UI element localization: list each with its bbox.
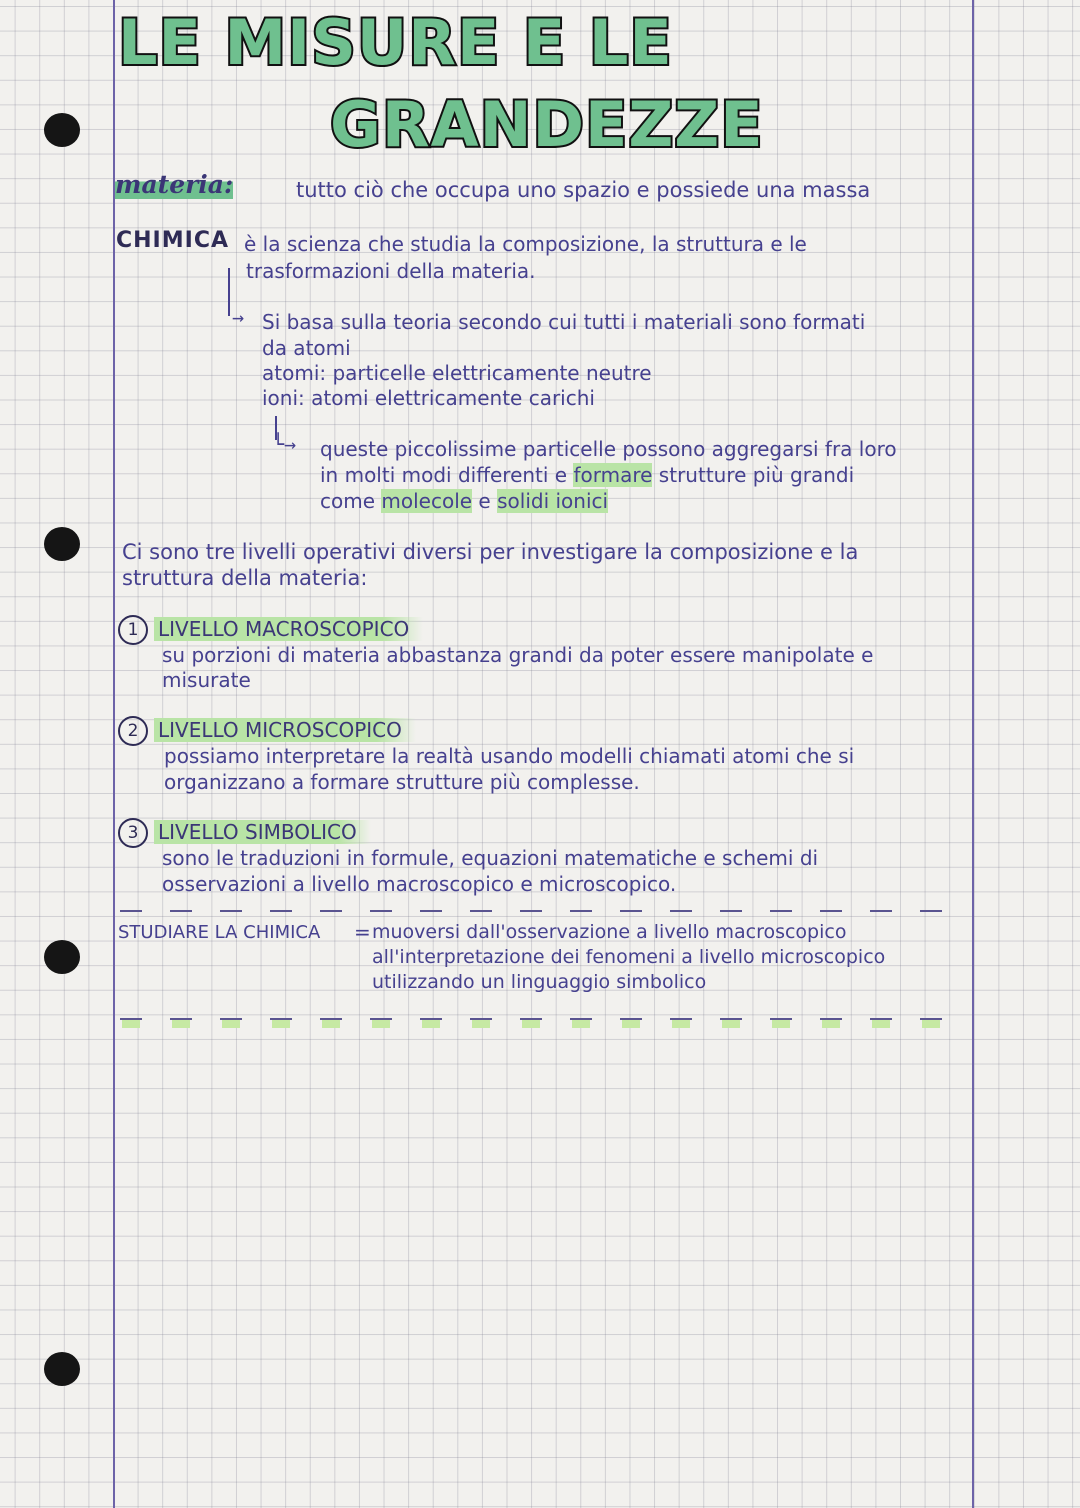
dash-segment: [770, 1018, 792, 1020]
equals-sign: =: [354, 920, 371, 944]
dash-segment: [920, 1018, 942, 1020]
dash-segment: [270, 1018, 292, 1020]
materia-definition: tutto ciò che occupa uno spazio e possiede una massa: [296, 178, 871, 202]
dash-segment: [320, 910, 342, 912]
dash-segment: [470, 910, 492, 912]
dash-segment: [920, 910, 942, 912]
dash-segment: [720, 910, 742, 912]
level-number-badge: 1: [118, 615, 148, 645]
dash-highlight: [222, 1020, 240, 1028]
right-margin-line: [972, 0, 974, 1508]
dash-highlight: [372, 1020, 390, 1028]
dash-segment: [220, 1018, 242, 1020]
dash-highlight: [622, 1020, 640, 1028]
dash-highlight: [472, 1020, 490, 1028]
dash-segment: [820, 910, 842, 912]
dash-highlight: [922, 1020, 940, 1028]
dash-segment: [820, 1018, 842, 1020]
chimica-definition-line-1: è la scienza che studia la composizione, la struttura e le: [244, 232, 807, 256]
dash-segment: [620, 910, 642, 912]
chimica-term: CHIMICA: [116, 228, 229, 253]
dash-segment: [520, 910, 542, 912]
dash-segment: [220, 910, 242, 912]
dash-segment: [270, 910, 292, 912]
level-description-line-2: organizzano a formare strutture più complesse.: [164, 770, 640, 794]
dash-highlight: [572, 1020, 590, 1028]
dash-segment: [670, 910, 692, 912]
level-number-badge: 2: [118, 716, 148, 746]
page-title-line-1: LE MISURE E LE: [118, 6, 673, 79]
dash-segment: [770, 910, 792, 912]
level-description-line-2: misurate: [162, 668, 251, 692]
level-description-line-1: sono le traduzioni in formule, equazioni matematiche e schemi di: [162, 846, 819, 870]
dash-segment: [370, 910, 392, 912]
dash-highlight: [122, 1020, 140, 1028]
atomi-definition: atomi: particelle elettricamente neutre: [262, 361, 652, 385]
level-description-line-2: osservazioni a livello macroscopico e microscopico.: [162, 872, 677, 896]
dash-highlight: [872, 1020, 890, 1028]
level-description-line-1: su porzioni di materia abbastanza grandi da poter essere manipolate e: [162, 643, 874, 667]
dash-segment: [670, 1018, 692, 1020]
aggregate-line-1: queste piccolissime particelle possono aggregarsi fra loro: [320, 437, 897, 461]
dash-segment: [570, 910, 592, 912]
dash-segment: [870, 1018, 892, 1020]
dash-segment: [470, 1018, 492, 1020]
dash-highlight: [422, 1020, 440, 1028]
dash-segment: [720, 1018, 742, 1020]
dash-segment: [620, 1018, 642, 1020]
punch-hole: [44, 527, 80, 561]
level-heading: LIVELLO SIMBOLICO: [154, 820, 371, 844]
punch-hole: [44, 940, 80, 974]
dash-segment: [520, 1018, 542, 1020]
dash-highlight: [322, 1020, 340, 1028]
dash-segment: [420, 1018, 442, 1020]
ioni-definition: ioni: atomi elettricamente carichi: [262, 386, 595, 410]
bracket-line: [228, 268, 230, 316]
levels-intro-line-2: struttura della materia:: [122, 566, 368, 590]
level-description-line-1: possiamo interpretare la realtà usando modelli chiamati atomi che si: [164, 744, 855, 768]
left-margin-line: [113, 0, 115, 1508]
dash-segment: [420, 910, 442, 912]
dash-segment: [870, 910, 892, 912]
dash-segment: [170, 910, 192, 912]
level-heading: LIVELLO MACROSCOPICO: [154, 617, 423, 641]
arrow-icon: →: [232, 305, 245, 329]
dash-highlight: [522, 1020, 540, 1028]
dash-segment: [120, 1018, 142, 1020]
dash-highlight: [772, 1020, 790, 1028]
dash-highlight: [822, 1020, 840, 1028]
dash-segment: [120, 910, 142, 912]
arrow-icon: └→: [272, 432, 297, 456]
punch-hole: [44, 1352, 80, 1386]
dash-segment: [170, 1018, 192, 1020]
studiare-line-2: all'interpretazione dei fenomeni a livello microscopico: [372, 946, 886, 968]
dash-segment: [570, 1018, 592, 1020]
theory-line-2: da atomi: [262, 336, 351, 360]
chimica-definition-line-2: trasformazioni della materia.: [246, 259, 536, 283]
aggregate-line-2: in molti modi differenti e formare strutture più grandi: [320, 463, 855, 487]
studiare-term: STUDIARE LA CHIMICA: [118, 922, 321, 943]
level-heading: LIVELLO MICROSCOPICO: [154, 718, 416, 742]
dash-highlight: [272, 1020, 290, 1028]
materia-term: materia:: [115, 170, 234, 199]
dash-highlight: [172, 1020, 190, 1028]
dash-highlight: [672, 1020, 690, 1028]
studiare-line-3: utilizzando un linguaggio simbolico: [372, 971, 707, 993]
level-number-badge: 3: [118, 818, 148, 848]
dash-highlight: [722, 1020, 740, 1028]
studiare-line-1: muoversi dall'osservazione a livello macroscopico: [372, 921, 847, 943]
dash-segment: [370, 1018, 392, 1020]
page-title-line-2: GRANDEZZE: [330, 88, 764, 161]
levels-intro-line-1: Ci sono tre livelli operativi diversi per investigare la composizione e la: [122, 540, 859, 564]
punch-hole: [44, 113, 80, 147]
aggregate-line-3: come molecole e solidi ionici: [320, 489, 609, 513]
theory-line-1: Si basa sulla teoria secondo cui tutti i materiali sono formati: [262, 310, 866, 334]
dash-segment: [320, 1018, 342, 1020]
